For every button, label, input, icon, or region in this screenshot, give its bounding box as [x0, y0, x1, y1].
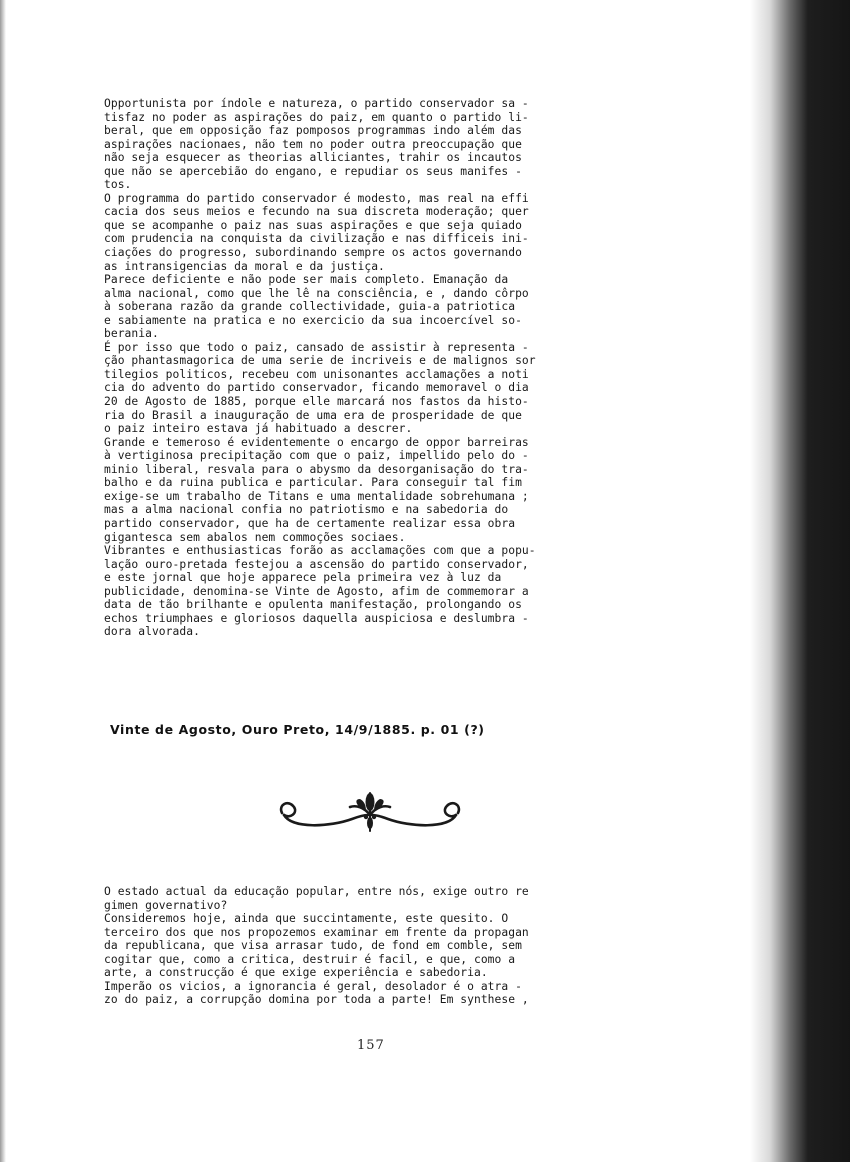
page-number: 157 — [357, 1038, 385, 1053]
article-1-citation: Vinte de Agosto, Ouro Preto, 14/9/1885. p. 01 (?) — [110, 722, 485, 737]
text-line: cogitar que, como a critica, destruir é facil, e que, como a — [104, 952, 516, 966]
text-line: gigantesca sem abalos nem commoções sociaes. — [104, 530, 406, 544]
text-line: Vibrantes e enthusiasticas forão as acclamações com que a popu- — [104, 544, 536, 558]
text-line: à vertiginosa precipitação com que o paiz, impellido pelo do - — [104, 449, 529, 463]
text-line: que se acompanhe o paiz nas suas aspirações e que seja quiado — [104, 218, 522, 232]
text-line: dora alvorada. — [104, 625, 200, 639]
text-line: cacia dos seus meios e fecundo na sua discreta moderação; quer — [104, 205, 529, 219]
text-line: da republicana, que visa arrasar tudo, de fond em comble, sem — [104, 939, 522, 953]
text-line: ria do Brasil a inauguração de uma era de prosperidade de que — [104, 408, 522, 422]
text-line: com prudencia na conquista da civilização e nas difficeis ini- — [104, 232, 529, 246]
flourish-divider-icon — [270, 785, 470, 837]
article-2-body — [104, 885, 644, 1007]
text-line: terceiro dos que nos propozemos examinar em frente da propagan — [104, 925, 529, 939]
text-line: gimen governativo? — [104, 898, 228, 912]
text-line: aspirações nacionaes, não tem no poder outra preoccupação que — [104, 137, 522, 151]
text-line: echos triumphaes e gloriosos daquella auspiciosa e deslumbra - — [104, 611, 529, 625]
text-line: beral, que em opposição faz pomposos programmas indo além das — [104, 124, 522, 138]
text-line: lação ouro-pretada festejou a ascensão do partido conservador, — [104, 557, 529, 571]
text-line: O programma do partido conservador é modesto, mas real na effi — [104, 191, 529, 205]
text-line: e este jornal que hoje apparece pela primeira vez à luz da — [104, 571, 502, 585]
page-left-edge — [0, 0, 6, 1162]
text-line: que não se apercebião do engano, e repudiar os seus manifes - — [104, 164, 522, 178]
text-line: e sabiamente na pratica e no exercicio da sua incoercível so- — [104, 313, 522, 327]
text-line: Opportunista por índole e natureza, o partido conservador sa - — [104, 97, 529, 110]
text-line: O estado actual da educação popular, entre nós, exige outro re — [104, 885, 529, 898]
text-line: tilegios politicos, recebeu com unisonantes acclamações a noti — [104, 367, 529, 381]
text-line: ciações do progresso, subordinando sempre os actos governando — [104, 246, 522, 260]
text-line: data de tão brilhante e opulenta manifestação, prolongando os — [104, 598, 522, 612]
text-line: balho e da ruina publica e particular. Para conseguir tal fim — [104, 476, 522, 490]
text-line: partido conservador, que ha de certamente realizar essa obra — [104, 516, 516, 530]
text-line: 20 de Agosto de 1885, porque elle marcará nos fastos da histo- — [104, 395, 529, 409]
text-line: Consideremos hoje, ainda que succintamente, este quesito. O — [104, 912, 509, 926]
text-line: tos. — [104, 178, 132, 192]
text-line: zo do paiz, a corrupção domina por toda a parte! Em synthese , — [104, 993, 529, 1007]
text-line: não seja esquecer as theorias alliciantes, trahir os incautos — [104, 151, 522, 165]
text-line: à soberana razão da grande collectividade, guia-a patriotica — [104, 300, 516, 314]
text-line: cia do advento do partido conservador, ficando memoravel o dia — [104, 381, 529, 395]
text-line: tisfaz no poder as aspirações do paiz, em quanto o partido li- — [104, 110, 529, 124]
text-line: mas a alma nacional confia no patriotismo e na sabedoria do — [104, 503, 509, 517]
text-line: Grande e temeroso é evidentemente o encargo de oppor barreiras — [104, 435, 529, 449]
text-line: exige-se um trabalho de Titans e uma mentalidade sobrehumana ; — [104, 489, 529, 503]
text-line: as intransigencias da moral e da justiça. — [104, 259, 385, 273]
text-line: É por isso que todo o paiz, cansado de assistir à representa - — [104, 340, 529, 354]
text-line: Imperão os vicios, a ignorancia é geral, desolador é o atra - — [104, 979, 522, 993]
text-line: minio liberal, resvala para o abysmo da desorganisação do tra- — [104, 462, 529, 476]
text-line: publicidade, denomina-se Vinte de Agosto, afim de commemorar a — [104, 584, 529, 598]
text-line: alma nacional, como que lhe lê na consciência, e , dando côrpo — [104, 286, 529, 300]
book-spine-shadow — [750, 0, 850, 1162]
text-line: Parece deficiente e não pode ser mais completo. Emanação da — [104, 273, 509, 287]
text-line: arte, a construcção é que exige experiência e sabedoria. — [104, 966, 488, 980]
text-line: berania. — [104, 327, 159, 341]
text-line: ção phantasmagorica de uma serie de incriveis e de malignos sor — [104, 354, 536, 368]
text-line: o paiz inteiro estava já habituado a descrer. — [104, 422, 413, 436]
article-1-body — [104, 97, 644, 639]
